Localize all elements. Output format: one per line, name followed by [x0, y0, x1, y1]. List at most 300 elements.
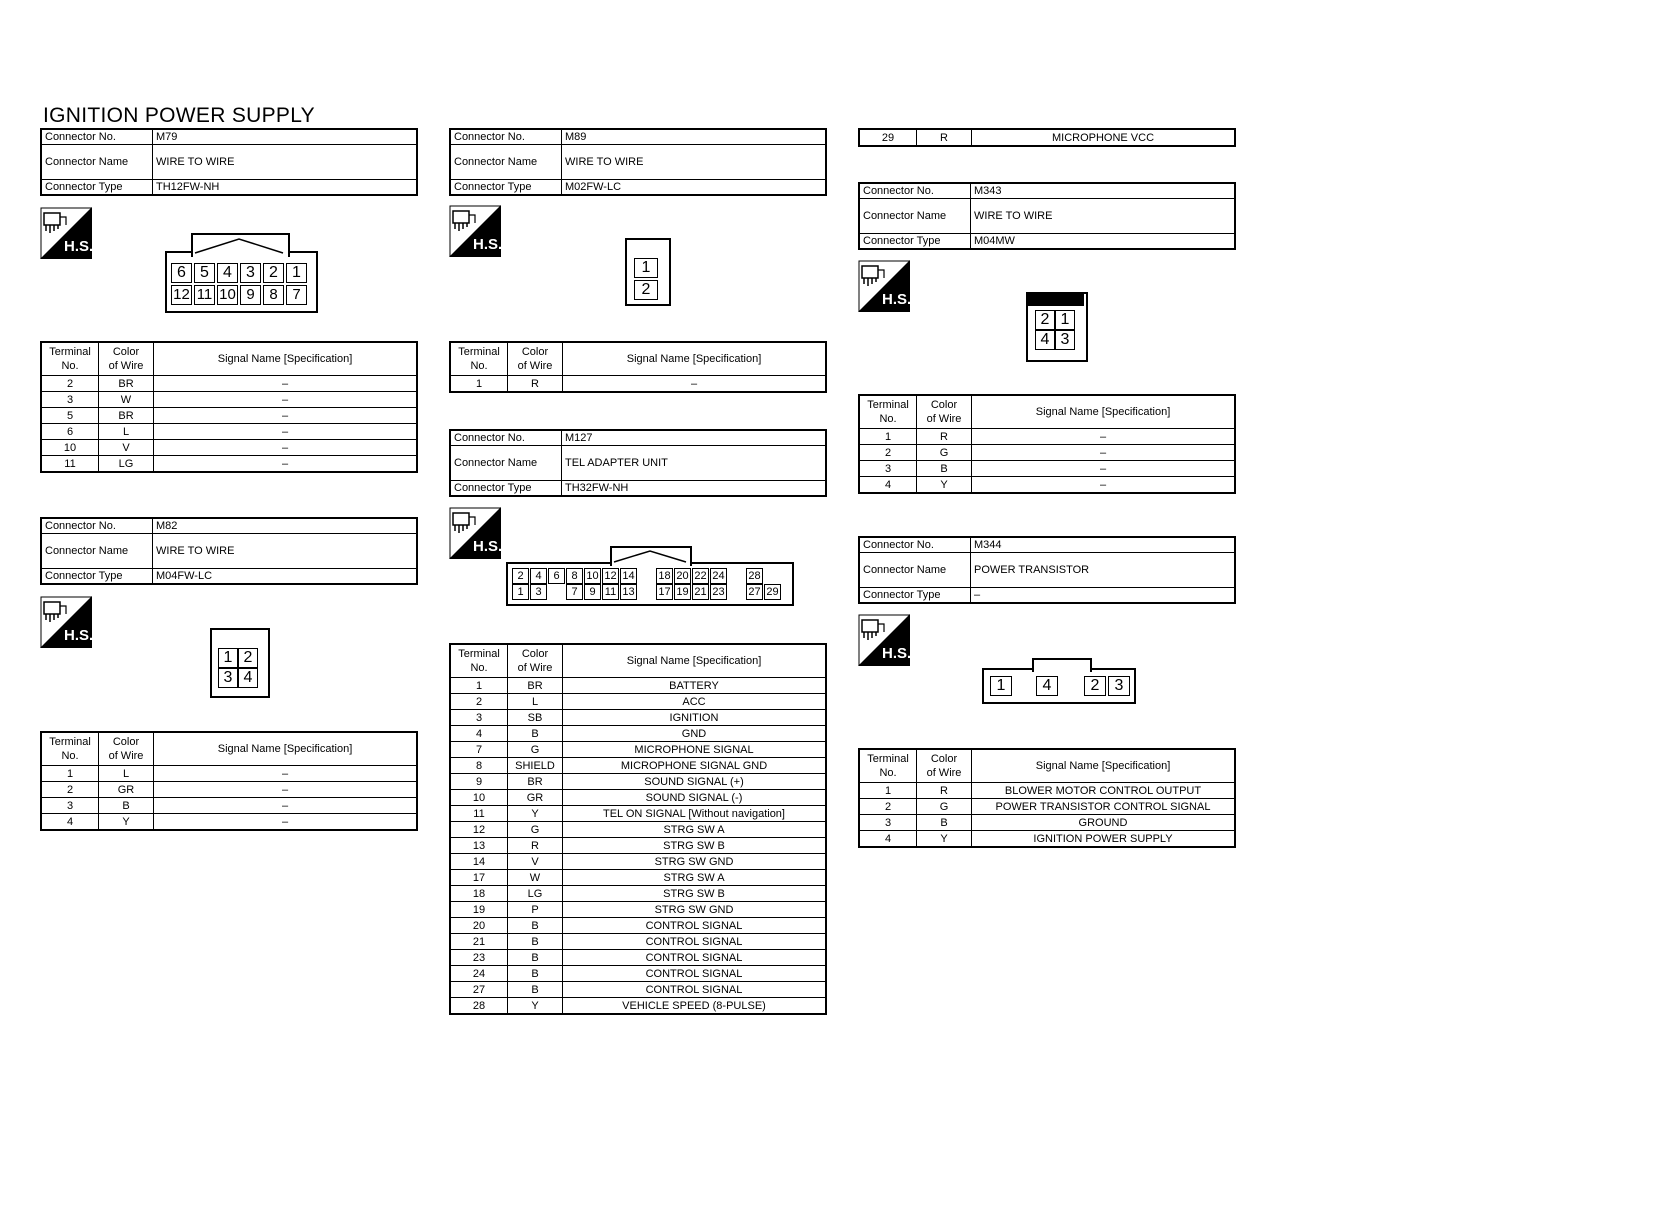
connector-diagram-m127	[506, 546, 796, 606]
table-row	[450, 726, 826, 742]
terminal-no: 5	[41, 408, 99, 424]
connector-type-value: TH12FW-NH	[153, 180, 418, 196]
label-connector-type: Connector Type	[450, 180, 562, 196]
pin-cavity: 4	[238, 668, 258, 688]
signal-name: IGNITION POWER SUPPLY	[972, 831, 1236, 848]
table-row	[859, 461, 1235, 477]
pin-cavity: 9	[240, 285, 261, 305]
wire-color: LG	[99, 456, 154, 473]
pin-cavity: 4	[1036, 676, 1058, 696]
pin-cavity: 12	[171, 285, 192, 305]
header-signal-name: Signal Name [Specification]	[154, 342, 418, 376]
pin-blank	[728, 584, 743, 598]
table-row	[859, 445, 1235, 461]
terminal-no: 1	[859, 783, 917, 799]
signal-name: TEL ON SIGNAL [Without navigation]	[563, 806, 827, 822]
table-row	[450, 902, 826, 918]
terminal-table-m89	[449, 341, 827, 393]
signal-name: –	[154, 766, 418, 782]
signal-name: –	[154, 456, 418, 473]
header-terminal-no: Terminal No.	[450, 644, 508, 678]
table-row	[450, 822, 826, 838]
connector-name-value: WIRE TO WIRE	[153, 534, 418, 569]
connector-info-m82	[40, 517, 418, 585]
terminal-no: 3	[859, 461, 917, 477]
terminal-no: 1	[450, 678, 508, 694]
wire-color: B	[508, 950, 563, 966]
terminal-no: 6	[41, 424, 99, 440]
pin-cavity: 2	[263, 263, 284, 283]
table-row	[450, 790, 826, 806]
label-connector-no: Connector No.	[450, 129, 562, 145]
signal-name: –	[154, 376, 418, 392]
terminal-no: 3	[41, 392, 99, 408]
pin-cavity: 4	[1035, 330, 1055, 350]
wire-color: Y	[99, 814, 154, 831]
wire-color: R	[508, 376, 563, 393]
wire-color: B	[99, 798, 154, 814]
pin-cavity: 10	[584, 568, 601, 584]
signal-name: –	[972, 445, 1236, 461]
wire-color: Y	[508, 998, 563, 1015]
table-row	[450, 742, 826, 758]
page-title: IGNITION POWER SUPPLY	[43, 104, 315, 127]
connector-diagram-m89	[625, 238, 673, 308]
terminal-no: 18	[450, 886, 508, 902]
hs-badge-label: H.S.	[64, 238, 94, 255]
header-wire-color: Color of Wire	[508, 644, 563, 678]
terminal-no: 11	[450, 806, 508, 822]
signal-name: STRG SW GND	[563, 854, 827, 870]
pin-cavity: 20	[674, 568, 691, 584]
connector-diagram-m79	[165, 233, 318, 313]
header-wire-color: Color of Wire	[508, 342, 563, 376]
label-connector-name: Connector Name	[450, 446, 562, 481]
pin-cavity: 3	[240, 263, 261, 283]
signal-name: STRG SW B	[563, 838, 827, 854]
terminal-table-m344	[858, 748, 1236, 848]
wire-color: Y	[917, 477, 972, 494]
pin-cavity: 2	[1084, 676, 1106, 696]
terminal-no: 2	[859, 799, 917, 815]
pin-cavity: 13	[620, 584, 637, 600]
pin-cavity: 1	[286, 263, 307, 283]
label-connector-type: Connector Type	[450, 481, 562, 497]
terminal-no: 10	[450, 790, 508, 806]
terminal-no: 29	[859, 129, 917, 146]
wire-color: GR	[99, 782, 154, 798]
terminal-no: 4	[450, 726, 508, 742]
label-connector-name: Connector Name	[859, 199, 971, 234]
signal-name: STRG SW GND	[563, 902, 827, 918]
table-row	[41, 424, 417, 440]
table-row	[859, 477, 1235, 494]
table-row	[450, 934, 826, 950]
label-connector-type: Connector Type	[41, 569, 153, 585]
pin-cavity: 9	[584, 584, 601, 600]
signal-name: STRG SW A	[563, 870, 827, 886]
signal-name: STRG SW B	[563, 886, 827, 902]
table-row	[450, 678, 826, 694]
wire-color: SHIELD	[508, 758, 563, 774]
pin-cavity: 3	[530, 584, 547, 600]
header-wire-color: Color of Wire	[917, 749, 972, 783]
signal-name: –	[154, 424, 418, 440]
label-connector-no: Connector No.	[41, 518, 153, 534]
terminal-no: 1	[450, 376, 508, 393]
wire-color: B	[508, 726, 563, 742]
connector-type-value: –	[971, 588, 1236, 604]
pin-cavity: 6	[171, 263, 192, 283]
signal-name: MICROPHONE VCC	[972, 129, 1236, 146]
connector-name-value: POWER TRANSISTOR	[971, 553, 1236, 588]
table-row	[41, 408, 417, 424]
terminal-no: 2	[41, 376, 99, 392]
signal-name: IGNITION	[563, 710, 827, 726]
connector-no-value: M79	[153, 129, 418, 145]
terminal-no: 12	[450, 822, 508, 838]
table-row	[450, 998, 826, 1015]
table-row	[450, 694, 826, 710]
connector-name-value: TEL ADAPTER UNIT	[562, 446, 827, 481]
pin-cavity: 24	[710, 568, 727, 584]
connector-type-value: M04MW	[971, 234, 1236, 250]
connector-no-value: M82	[153, 518, 418, 534]
table-row	[450, 966, 826, 982]
pin-cavity: 7	[566, 584, 583, 600]
pin-cavity: 1	[512, 584, 529, 600]
table-row	[450, 806, 826, 822]
pin-cavity: 3	[218, 668, 238, 688]
harness-side-icon	[449, 507, 501, 559]
connector-diagram-m344	[982, 658, 1138, 706]
wire-color: W	[99, 392, 154, 408]
wire-color: BR	[99, 376, 154, 392]
hs-badge-label: H.S.	[473, 236, 503, 253]
terminal-no: 1	[859, 429, 917, 445]
table-row	[41, 376, 417, 392]
pin-cavity: 1	[634, 258, 658, 278]
pin-cavity: 1	[1055, 310, 1075, 330]
terminal-table-m343	[858, 394, 1236, 494]
connector-name-value: WIRE TO WIRE	[562, 145, 827, 180]
pin-blank	[638, 568, 653, 582]
label-connector-name: Connector Name	[450, 145, 562, 180]
connector-type-value: TH32FW-NH	[562, 481, 827, 497]
pin-cavity: 2	[634, 280, 658, 300]
connector-no-value: M343	[971, 183, 1236, 199]
signal-name: –	[154, 798, 418, 814]
connector-type-value: M02FW-LC	[562, 180, 827, 196]
signal-name: VEHICLE SPEED (8-PULSE)	[563, 998, 827, 1015]
hs-badge-label: H.S.	[882, 645, 912, 662]
table-row	[859, 429, 1235, 445]
wire-color: BR	[508, 774, 563, 790]
pin-cavity: 2	[238, 648, 258, 668]
terminal-no: 4	[41, 814, 99, 831]
table-row	[450, 774, 826, 790]
pin-cavity: 29	[764, 584, 781, 600]
pin-cavity: 3	[1055, 330, 1075, 350]
pin-cavity: 11	[602, 584, 619, 600]
signal-name: MICROPHONE SIGNAL GND	[563, 758, 827, 774]
signal-name: –	[972, 429, 1236, 445]
terminal-no: 20	[450, 918, 508, 934]
wire-color: R	[917, 429, 972, 445]
connector-no-value: M344	[971, 537, 1236, 553]
signal-name: –	[563, 376, 827, 393]
header-terminal-no: Terminal No.	[450, 342, 508, 376]
wire-color: L	[508, 694, 563, 710]
pin-cavity: 8	[566, 568, 583, 584]
connector-info-m344	[858, 536, 1236, 604]
pin-cavity: 1	[218, 648, 238, 668]
connector-diagram-m343	[1026, 292, 1090, 364]
harness-side-icon	[449, 205, 501, 257]
header-terminal-no: Terminal No.	[41, 732, 99, 766]
terminal-no: 14	[450, 854, 508, 870]
harness-side-icon	[858, 260, 910, 312]
signal-name: SOUND SIGNAL (-)	[563, 790, 827, 806]
signal-name: –	[154, 392, 418, 408]
header-wire-color: Color of Wire	[917, 395, 972, 429]
label-connector-no: Connector No.	[859, 537, 971, 553]
terminal-no: 7	[450, 742, 508, 758]
terminal-no: 19	[450, 902, 508, 918]
wire-color: Y	[508, 806, 563, 822]
wire-color: BR	[508, 678, 563, 694]
pin-cavity: 14	[620, 568, 637, 584]
signal-name: MICROPHONE SIGNAL	[563, 742, 827, 758]
table-row	[450, 710, 826, 726]
signal-name: –	[972, 477, 1236, 494]
harness-side-icon	[40, 207, 92, 259]
signal-name: –	[154, 408, 418, 424]
signal-name: CONTROL SIGNAL	[563, 934, 827, 950]
terminal-no: 3	[859, 815, 917, 831]
pin-cavity: 7	[286, 285, 307, 305]
terminal-no: 3	[41, 798, 99, 814]
hs-badge-label: H.S.	[882, 291, 912, 308]
pin-cavity: 10	[217, 285, 238, 305]
label-connector-type: Connector Type	[859, 234, 971, 250]
table-row	[450, 838, 826, 854]
pin-cavity: 18	[656, 568, 673, 584]
connector-no-value: M89	[562, 129, 827, 145]
signal-name: BLOWER MOTOR CONTROL OUTPUT	[972, 783, 1236, 799]
terminal-no: 9	[450, 774, 508, 790]
terminal-no: 3	[450, 710, 508, 726]
wire-color: R	[508, 838, 563, 854]
table-row	[859, 831, 1235, 848]
terminal-no: 27	[450, 982, 508, 998]
signal-name: –	[154, 440, 418, 456]
terminal-no: 1	[41, 766, 99, 782]
connector-info-m89	[449, 128, 827, 196]
terminal-no: 17	[450, 870, 508, 886]
label-connector-name: Connector Name	[859, 553, 971, 588]
terminal-no: 11	[41, 456, 99, 473]
pin-cavity: 27	[746, 584, 763, 600]
signal-name: SOUND SIGNAL (+)	[563, 774, 827, 790]
wire-color: L	[99, 766, 154, 782]
table-row	[41, 440, 417, 456]
wire-color: G	[508, 822, 563, 838]
terminal-no: 2	[41, 782, 99, 798]
connector-name-value: WIRE TO WIRE	[971, 199, 1236, 234]
pin-cavity: 19	[674, 584, 691, 600]
pin-cavity: 21	[692, 584, 709, 600]
pin-cavity: 17	[656, 584, 673, 600]
signal-name: POWER TRANSISTOR CONTROL SIGNAL	[972, 799, 1236, 815]
terminal-table-m127	[449, 643, 827, 1015]
header-terminal-no: Terminal No.	[859, 395, 917, 429]
terminal-no: 21	[450, 934, 508, 950]
table-row	[41, 782, 417, 798]
pin-cavity: 4	[530, 568, 547, 584]
connector-no-value: M127	[562, 430, 827, 446]
pin-cavity: 28	[746, 568, 763, 584]
label-connector-no: Connector No.	[41, 129, 153, 145]
connector-type-value: M04FW-LC	[153, 569, 418, 585]
wire-color: L	[99, 424, 154, 440]
terminal-no: 2	[450, 694, 508, 710]
terminal-no: 2	[859, 445, 917, 461]
header-wire-color: Color of Wire	[99, 732, 154, 766]
signal-name: –	[154, 782, 418, 798]
table-row	[41, 766, 417, 782]
header-signal-name: Signal Name [Specification]	[972, 749, 1236, 783]
connector-info-m127	[449, 429, 827, 497]
pin-blank	[638, 584, 653, 598]
pin-cavity: 2	[512, 568, 529, 584]
header-signal-name: Signal Name [Specification]	[563, 644, 827, 678]
wire-color: B	[508, 966, 563, 982]
wire-color: G	[508, 742, 563, 758]
table-row	[450, 950, 826, 966]
table-row	[41, 456, 417, 473]
pin-blank	[548, 584, 563, 598]
table-row	[450, 758, 826, 774]
terminal-no: 8	[450, 758, 508, 774]
signal-name: CONTROL SIGNAL	[563, 950, 827, 966]
label-connector-type: Connector Type	[41, 180, 153, 196]
table-row	[450, 982, 826, 998]
pin-cavity: 3	[1108, 676, 1130, 696]
terminal-no: 28	[450, 998, 508, 1015]
terminal-no: 13	[450, 838, 508, 854]
pin-cavity: 5	[194, 263, 215, 283]
wire-color: R	[917, 783, 972, 799]
terminal-table-m79	[40, 341, 418, 473]
terminal-table-m127-continued	[858, 128, 1236, 147]
signal-name: –	[972, 461, 1236, 477]
table-row	[41, 798, 417, 814]
pin-cavity: 6	[548, 568, 565, 584]
label-connector-no: Connector No.	[450, 430, 562, 446]
label-connector-name: Connector Name	[41, 145, 153, 180]
table-row	[41, 392, 417, 408]
wire-color: B	[917, 815, 972, 831]
pin-cavity: 12	[602, 568, 619, 584]
terminal-table-m82	[40, 731, 418, 831]
wire-color: G	[917, 799, 972, 815]
signal-name: CONTROL SIGNAL	[563, 982, 827, 998]
connector-diagram-m82	[210, 628, 272, 700]
wire-color: BR	[99, 408, 154, 424]
terminal-no: 24	[450, 966, 508, 982]
header-terminal-no: Terminal No.	[41, 342, 99, 376]
wire-color: W	[508, 870, 563, 886]
header-signal-name: Signal Name [Specification]	[972, 395, 1236, 429]
signal-name: CONTROL SIGNAL	[563, 918, 827, 934]
header-signal-name: Signal Name [Specification]	[563, 342, 827, 376]
table-row	[450, 870, 826, 886]
terminal-no: 10	[41, 440, 99, 456]
hs-badge-label: H.S.	[473, 538, 503, 555]
harness-side-icon	[40, 596, 92, 648]
table-row	[450, 376, 826, 393]
connector-info-m343	[858, 182, 1236, 250]
hs-badge-label: H.S.	[64, 627, 94, 644]
pin-cavity: 4	[217, 263, 238, 283]
table-row	[859, 799, 1235, 815]
signal-name: CONTROL SIGNAL	[563, 966, 827, 982]
wire-color: P	[508, 902, 563, 918]
pin-cavity: 8	[263, 285, 284, 305]
wire-color: B	[508, 934, 563, 950]
terminal-no: 4	[859, 477, 917, 494]
connector-name-value: WIRE TO WIRE	[153, 145, 418, 180]
signal-name: BATTERY	[563, 678, 827, 694]
signal-name: STRG SW A	[563, 822, 827, 838]
wire-color: G	[917, 445, 972, 461]
terminal-no: 23	[450, 950, 508, 966]
pin-blank	[728, 568, 743, 582]
wire-color: B	[508, 982, 563, 998]
table-row	[450, 918, 826, 934]
pin-cavity: 11	[194, 285, 215, 305]
label-connector-no: Connector No.	[859, 183, 971, 199]
header-wire-color: Color of Wire	[99, 342, 154, 376]
table-row	[859, 783, 1235, 799]
header-terminal-no: Terminal No.	[859, 749, 917, 783]
header-signal-name: Signal Name [Specification]	[154, 732, 418, 766]
pin-cavity: 23	[710, 584, 727, 600]
wire-color: GR	[508, 790, 563, 806]
wire-color: SB	[508, 710, 563, 726]
signal-name: GND	[563, 726, 827, 742]
wire-color: Y	[917, 831, 972, 848]
pin-cavity: 2	[1035, 310, 1055, 330]
wire-color: B	[508, 918, 563, 934]
table-row	[450, 886, 826, 902]
pin-cavity: 22	[692, 568, 709, 584]
signal-name: GROUND	[972, 815, 1236, 831]
table-row	[450, 854, 826, 870]
wire-color: LG	[508, 886, 563, 902]
harness-side-icon	[858, 614, 910, 666]
terminal-no: 4	[859, 831, 917, 848]
table-row	[859, 815, 1235, 831]
signal-name: –	[154, 814, 418, 831]
wire-color: B	[917, 461, 972, 477]
wire-color: R	[917, 129, 972, 146]
pin-cavity: 1	[990, 676, 1012, 696]
label-connector-name: Connector Name	[41, 534, 153, 569]
table-row	[41, 814, 417, 831]
wire-color: V	[508, 854, 563, 870]
